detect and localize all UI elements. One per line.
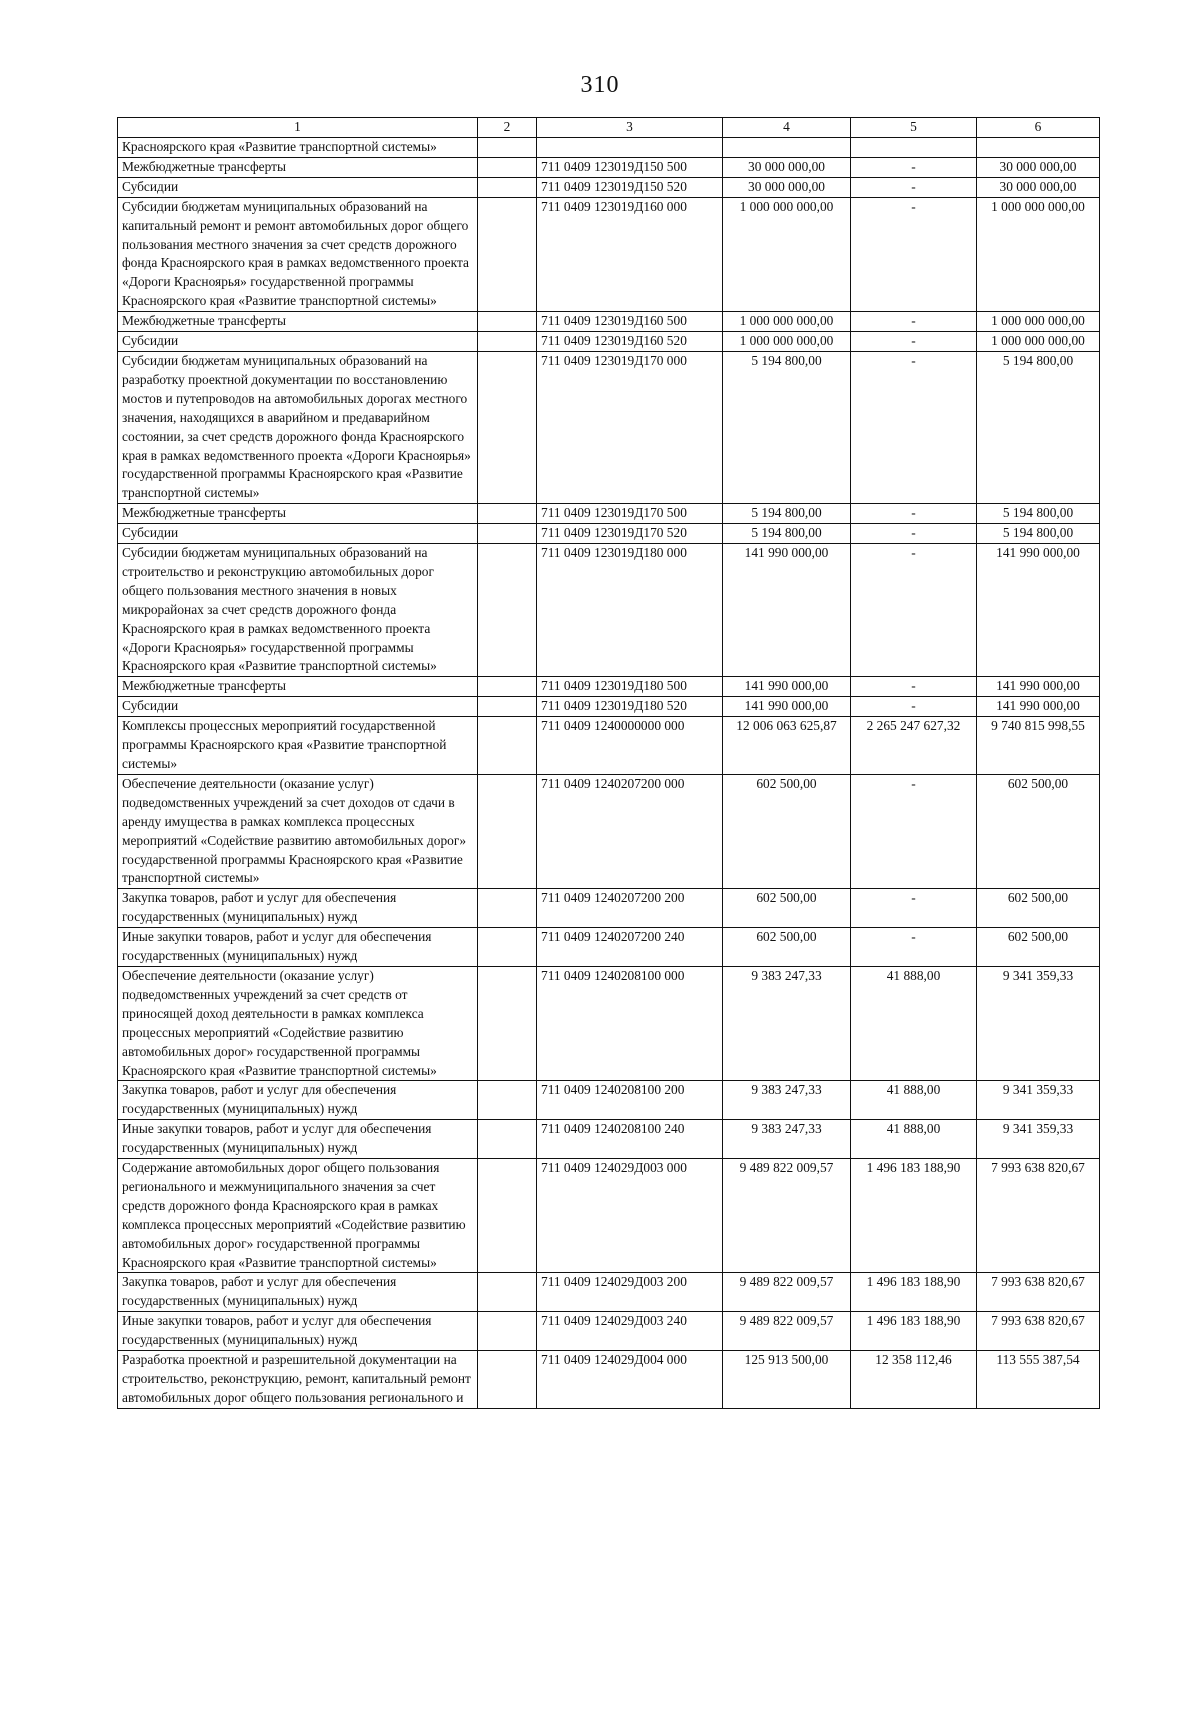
table-row (118, 138, 1100, 158)
row-amount-total: 5 194 800,00 (977, 504, 1100, 524)
column-header: 5 (851, 118, 977, 138)
row-amount-total: 5 194 800,00 (977, 351, 1100, 503)
column-header: 3 (537, 118, 723, 138)
table-row (118, 889, 1100, 928)
row-description: Красноярского края «Развитие транспортной системы» (118, 138, 478, 158)
row-column-2 (478, 1081, 537, 1120)
row-budget-code: 711 0409 123019Д150 520 (537, 177, 723, 197)
table-row (118, 1159, 1100, 1273)
row-column-2 (478, 157, 537, 177)
row-amount-approved (723, 138, 851, 158)
row-budget-code: 711 0409 123019Д170 000 (537, 351, 723, 503)
column-header: 2 (478, 118, 537, 138)
row-amount-total: 30 000 000,00 (977, 177, 1100, 197)
page-number: 310 (580, 72, 620, 98)
table-row (118, 197, 1100, 311)
row-amount-change: - (851, 524, 977, 544)
table-row (118, 544, 1100, 677)
table-row (118, 677, 1100, 697)
row-amount-approved: 9 489 822 009,57 (723, 1312, 851, 1351)
row-column-2 (478, 312, 537, 332)
row-budget-code (537, 138, 723, 158)
table-row (118, 928, 1100, 967)
row-description: Содержание автомобильных дорог общего пользования регионального и межмуниципального значения за счет средств дорожного фонда Красноярского края в рамках комплекса процессных мероприятий «Содействие развитию автомобильных дорог» государственной программы Красноярского края «Развитие транспортной системы» (118, 1159, 478, 1273)
row-column-2 (478, 544, 537, 677)
row-amount-total: 5 194 800,00 (977, 524, 1100, 544)
row-amount-total: 30 000 000,00 (977, 157, 1100, 177)
row-column-2 (478, 177, 537, 197)
row-amount-change: - (851, 197, 977, 311)
table-row (118, 1273, 1100, 1312)
column-header: 4 (723, 118, 851, 138)
row-description: Субсидии (118, 332, 478, 352)
row-amount-approved: 141 990 000,00 (723, 544, 851, 677)
row-amount-approved: 141 990 000,00 (723, 677, 851, 697)
row-amount-approved: 30 000 000,00 (723, 177, 851, 197)
row-amount-change: 41 888,00 (851, 1120, 977, 1159)
table-row (118, 717, 1100, 775)
row-description: Субсидии (118, 697, 478, 717)
row-amount-change: - (851, 928, 977, 967)
row-amount-approved: 602 500,00 (723, 928, 851, 967)
row-amount-approved: 141 990 000,00 (723, 697, 851, 717)
row-budget-code: 711 0409 123019Д170 500 (537, 504, 723, 524)
row-amount-change: 2 265 247 627,32 (851, 717, 977, 775)
row-amount-total: 1 000 000 000,00 (977, 312, 1100, 332)
row-description: Обеспечение деятельности (оказание услуг) подведомственных учреждений за счет доходов от сдачи в аренду имущества в рамках комплекса процессных мероприятий «Содействие развитию автомобильных дорог» государственной программы Красноярского края «Развитие транспортной системы» (118, 774, 478, 888)
row-budget-code: 711 0409 1240208100 200 (537, 1081, 723, 1120)
row-description: Иные закупки товаров, работ и услуг для обеспечения государственных (муниципальных) нужд (118, 928, 478, 967)
table-row (118, 1081, 1100, 1120)
row-amount-change: - (851, 177, 977, 197)
row-column-2 (478, 504, 537, 524)
row-amount-change: - (851, 332, 977, 352)
row-amount-change: - (851, 312, 977, 332)
row-budget-code: 711 0409 124029Д004 000 (537, 1351, 723, 1409)
row-amount-approved: 1 000 000 000,00 (723, 332, 851, 352)
row-amount-change: 1 496 183 188,90 (851, 1312, 977, 1351)
row-amount-change: - (851, 544, 977, 677)
row-column-2 (478, 524, 537, 544)
row-description: Межбюджетные трансферты (118, 312, 478, 332)
row-amount-total: 602 500,00 (977, 889, 1100, 928)
row-amount-approved: 9 383 247,33 (723, 1081, 851, 1120)
row-description: Закупка товаров, работ и услуг для обеспечения государственных (муниципальных) нужд (118, 1081, 478, 1120)
row-budget-code: 711 0409 1240000000 000 (537, 717, 723, 775)
row-description: Закупка товаров, работ и услуг для обеспечения государственных (муниципальных) нужд (118, 1273, 478, 1312)
row-amount-total: 602 500,00 (977, 774, 1100, 888)
row-description: Иные закупки товаров, работ и услуг для обеспечения государственных (муниципальных) нужд (118, 1312, 478, 1351)
row-column-2 (478, 1120, 537, 1159)
row-description: Субсидии (118, 524, 478, 544)
table-row (118, 332, 1100, 352)
row-column-2 (478, 677, 537, 697)
row-column-2 (478, 197, 537, 311)
row-budget-code: 711 0409 1240207200 200 (537, 889, 723, 928)
row-amount-change: - (851, 697, 977, 717)
row-budget-code: 711 0409 1240207200 240 (537, 928, 723, 967)
row-budget-code: 711 0409 124029Д003 200 (537, 1273, 723, 1312)
table-row (118, 1351, 1100, 1409)
row-amount-change: - (851, 774, 977, 888)
row-description: Межбюджетные трансферты (118, 504, 478, 524)
row-amount-total: 141 990 000,00 (977, 544, 1100, 677)
row-budget-code: 711 0409 123019Д160 000 (537, 197, 723, 311)
row-amount-total: 141 990 000,00 (977, 697, 1100, 717)
row-amount-total: 1 000 000 000,00 (977, 197, 1100, 311)
row-amount-total: 9 341 359,33 (977, 1081, 1100, 1120)
table-row (118, 697, 1100, 717)
table-row (118, 504, 1100, 524)
row-column-2 (478, 351, 537, 503)
table-header-row (118, 118, 1100, 138)
row-amount-approved: 9 489 822 009,57 (723, 1273, 851, 1312)
row-column-2 (478, 889, 537, 928)
row-column-2 (478, 928, 537, 967)
row-description: Закупка товаров, работ и услуг для обеспечения государственных (муниципальных) нужд (118, 889, 478, 928)
row-amount-total (977, 138, 1100, 158)
row-budget-code: 711 0409 123019Д180 500 (537, 677, 723, 697)
row-description: Межбюджетные трансферты (118, 157, 478, 177)
row-amount-approved: 1 000 000 000,00 (723, 312, 851, 332)
row-amount-total: 9 740 815 998,55 (977, 717, 1100, 775)
row-description: Субсидии (118, 177, 478, 197)
row-column-2 (478, 1159, 537, 1273)
table-row (118, 524, 1100, 544)
row-budget-code: 711 0409 123019Д170 520 (537, 524, 723, 544)
row-amount-total: 1 000 000 000,00 (977, 332, 1100, 352)
row-description: Межбюджетные трансферты (118, 677, 478, 697)
row-amount-total: 141 990 000,00 (977, 677, 1100, 697)
row-amount-change: 41 888,00 (851, 1081, 977, 1120)
row-amount-total: 9 341 359,33 (977, 1120, 1100, 1159)
row-amount-change: 1 496 183 188,90 (851, 1273, 977, 1312)
row-column-2 (478, 697, 537, 717)
row-amount-approved: 125 913 500,00 (723, 1351, 851, 1409)
row-amount-approved: 9 383 247,33 (723, 966, 851, 1080)
row-amount-change (851, 138, 977, 158)
row-column-2 (478, 1351, 537, 1409)
row-description: Субсидии бюджетам муниципальных образований на разработку проектной документации по восстановлению мостов и путепроводов на автомобильных дорогах местного значения, находящихся в аварийном и предаварийном состоянии, за счет средств дорожного фонда Красноярского края в рамках ведомственного проекта «Дороги Красноярья» государственной программы Красноярского края «Развитие транспортной системы» (118, 351, 478, 503)
row-description: Иные закупки товаров, работ и услуг для обеспечения государственных (муниципальных) нужд (118, 1120, 478, 1159)
row-amount-approved: 5 194 800,00 (723, 351, 851, 503)
row-description: Комплексы процессных мероприятий государственной программы Красноярского края «Развитие транспортной системы» (118, 717, 478, 775)
row-amount-approved: 602 500,00 (723, 774, 851, 888)
table-body (118, 138, 1100, 1409)
row-amount-approved: 5 194 800,00 (723, 504, 851, 524)
row-amount-approved: 602 500,00 (723, 889, 851, 928)
row-amount-total: 7 993 638 820,67 (977, 1159, 1100, 1273)
row-column-2 (478, 1312, 537, 1351)
row-column-2 (478, 1273, 537, 1312)
budget-table (117, 117, 1100, 1409)
row-column-2 (478, 332, 537, 352)
row-column-2 (478, 717, 537, 775)
row-description: Субсидии бюджетам муниципальных образований на строительство и реконструкцию автомобильных дорог общего пользования местного значения в новых микрорайонах за счет средств дорожного фонда Красноярского края в рамках ведомственного проекта «Дороги Красноярья» государственной программы Красноярского края «Развитие транспортной системы» (118, 544, 478, 677)
row-amount-change: - (851, 889, 977, 928)
row-budget-code: 711 0409 123019Д150 500 (537, 157, 723, 177)
row-budget-code: 711 0409 124029Д003 240 (537, 1312, 723, 1351)
table-row (118, 312, 1100, 332)
row-description: Разработка проектной и разрешительной документации на строительство, реконструкцию, ремонт, капитальный ремонт автомобильных дорог общего пользования регионального и (118, 1351, 478, 1409)
row-budget-code: 711 0409 123019Д180 520 (537, 697, 723, 717)
row-amount-approved: 9 383 247,33 (723, 1120, 851, 1159)
row-amount-change: - (851, 157, 977, 177)
table-row (118, 351, 1100, 503)
row-amount-approved: 1 000 000 000,00 (723, 197, 851, 311)
row-budget-code: 711 0409 1240207200 000 (537, 774, 723, 888)
table-row (118, 157, 1100, 177)
row-amount-change: - (851, 504, 977, 524)
row-column-2 (478, 138, 537, 158)
row-budget-code: 711 0409 123019Д180 000 (537, 544, 723, 677)
row-amount-approved: 5 194 800,00 (723, 524, 851, 544)
table-row (118, 1120, 1100, 1159)
row-amount-change: - (851, 351, 977, 503)
row-budget-code: 711 0409 123019Д160 520 (537, 332, 723, 352)
row-amount-total: 113 555 387,54 (977, 1351, 1100, 1409)
table-row (118, 966, 1100, 1080)
row-amount-approved: 30 000 000,00 (723, 157, 851, 177)
row-amount-total: 602 500,00 (977, 928, 1100, 967)
row-amount-total: 7 993 638 820,67 (977, 1312, 1100, 1351)
row-budget-code: 711 0409 1240208100 240 (537, 1120, 723, 1159)
row-description: Обеспечение деятельности (оказание услуг) подведомственных учреждений за счет средств от приносящей доход деятельности в рамках комплекса процессных мероприятий «Содействие развитию автомобильных дорог» государственной программы Красноярского края «Развитие транспортной системы» (118, 966, 478, 1080)
row-budget-code: 711 0409 1240208100 000 (537, 966, 723, 1080)
row-amount-total: 7 993 638 820,67 (977, 1273, 1100, 1312)
row-amount-change: 1 496 183 188,90 (851, 1159, 977, 1273)
row-description: Субсидии бюджетам муниципальных образований на капитальный ремонт и ремонт автомобильных дорог общего пользования местного значения за счет средств дорожного фонда Красноярского края в рамках ведомственного проекта «Дороги Красноярья» государственной программы Красноярского края «Развитие транспортной системы» (118, 197, 478, 311)
table-row (118, 1312, 1100, 1351)
row-amount-change: 12 358 112,46 (851, 1351, 977, 1409)
row-column-2 (478, 774, 537, 888)
row-amount-approved: 12 006 063 625,87 (723, 717, 851, 775)
row-amount-change: 41 888,00 (851, 966, 977, 1080)
row-column-2 (478, 966, 537, 1080)
column-header: 6 (977, 118, 1100, 138)
row-amount-change: - (851, 677, 977, 697)
row-amount-total: 9 341 359,33 (977, 966, 1100, 1080)
column-header: 1 (118, 118, 478, 138)
row-budget-code: 711 0409 124029Д003 000 (537, 1159, 723, 1273)
row-amount-approved: 9 489 822 009,57 (723, 1159, 851, 1273)
row-budget-code: 711 0409 123019Д160 500 (537, 312, 723, 332)
table-row (118, 774, 1100, 888)
table-row (118, 177, 1100, 197)
